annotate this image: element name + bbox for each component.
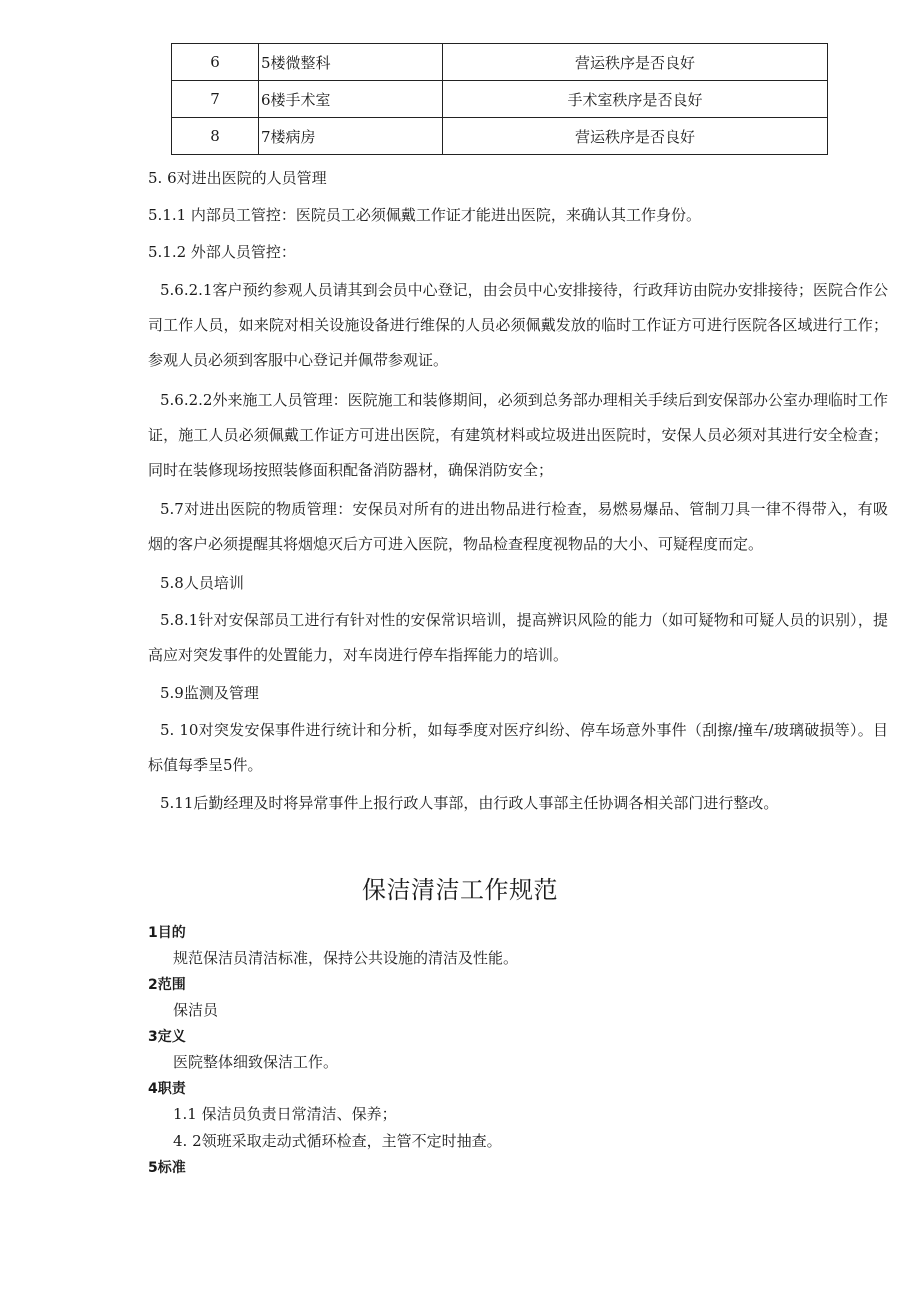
location-cell: 5楼微整科 <box>259 44 443 81</box>
section-5-6-2-1: 5.6.2.1客户预约参观人员请其到会员中心登记，由会员中心安排接待，行政拜访由院办安排接待；医院合作公司工作人员，如来院对相关设施设备进行维保的人员必须佩戴发放的临时工作证方可进行医院各区域进行工作；参观人员必须到客服中心登记并佩带参观证。 <box>148 281 888 369</box>
section-5-10: 5. 10对突发安保事件进行统计和分析，如每季度对医疗纠纷、停车场意外事件（刮擦/撞车/玻璃破损等）。目标值每季呈5件。 <box>148 721 888 774</box>
inspection-table-body <box>172 44 828 155</box>
heading-purpose: 1目的 <box>148 925 186 941</box>
document-title: 保洁清洁工作规范 <box>362 876 558 904</box>
location-cell: 7楼病房 <box>259 118 443 155</box>
heading-definition: 3定义 <box>148 1029 186 1045</box>
section-5-7: 5.7对进出医院的物质管理：安保员对所有的进出物品进行检查，易燃易爆品、管制刀具一律不得带入，有吸烟的客户必须提醒其将烟熄灭后方可进入医院，物品检查程度视物品的大小、可疑程度而定。 <box>148 500 888 553</box>
section-5-11: 5.11后勤经理及时将异常事件上报行政人事部，由行政人事部主任协调各相关部门进行整改。 <box>160 794 779 812</box>
section-5-9-heading: 5.9监测及管理 <box>160 684 259 702</box>
check-item-cell: 营运秩序是否良好 <box>443 118 828 155</box>
heading-scope: 2范围 <box>148 977 186 993</box>
check-item-cell: 营运秩序是否良好 <box>443 44 828 81</box>
section-5-6-heading: 5. 6对进出医院的人员管理 <box>148 169 327 187</box>
heading-duties: 4职责 <box>148 1081 186 1097</box>
section-5-1-1: 5.1.1 内部员工管控：医院员工必须佩戴工作证才能进出医院，来确认其工作身份。 <box>148 206 701 224</box>
table-row <box>172 81 828 118</box>
heading-standard: 5标准 <box>148 1160 186 1176</box>
text-duty-1-1: 1.1 保洁员负责日常清洁、保养； <box>173 1105 397 1123</box>
location-cell: 6楼手术室 <box>259 81 443 118</box>
inspection-table <box>171 43 828 155</box>
row-number-cell: 7 <box>172 81 259 118</box>
section-5-8-heading: 5.8人员培训 <box>160 574 244 592</box>
section-5-1-2: 5.1.2 外部人员管控： <box>148 243 296 261</box>
table-row <box>172 118 828 155</box>
row-number-cell: 8 <box>172 118 259 155</box>
text-definition: 医院整体细致保洁工作。 <box>173 1053 339 1071</box>
section-5-6-2-2: 5.6.2.2外来施工人员管理：医院施工和装修期间，必须到总务部办理相关手续后到安保部办公室办理临时工作证，施工人员必须佩戴工作证方可进出医院，有建筑材料或垃圾进出医院时，安保人员必须对其进行安全检查；同时在装修现场按照装修面积配备消防器材，确保消防安全； <box>148 391 888 479</box>
text-scope: 保洁员 <box>173 1001 219 1019</box>
row-number-cell: 6 <box>172 44 259 81</box>
section-5-8-1: 5.8.1针对安保部员工进行有针对性的安保常识培训，提高辨识风险的能力（如可疑物和可疑人员的识别），提高应对突发事件的处置能力，对车岗进行停车指挥能力的培训。 <box>148 611 888 664</box>
text-purpose: 规范保洁员清洁标准，保持公共设施的清洁及性能。 <box>173 949 519 967</box>
check-item-cell: 手术室秩序是否良好 <box>443 81 828 118</box>
text-duty-4-2: 4. 2领班采取走动式循环检查，主管不定时抽查。 <box>173 1132 502 1150</box>
table-row <box>172 44 828 81</box>
